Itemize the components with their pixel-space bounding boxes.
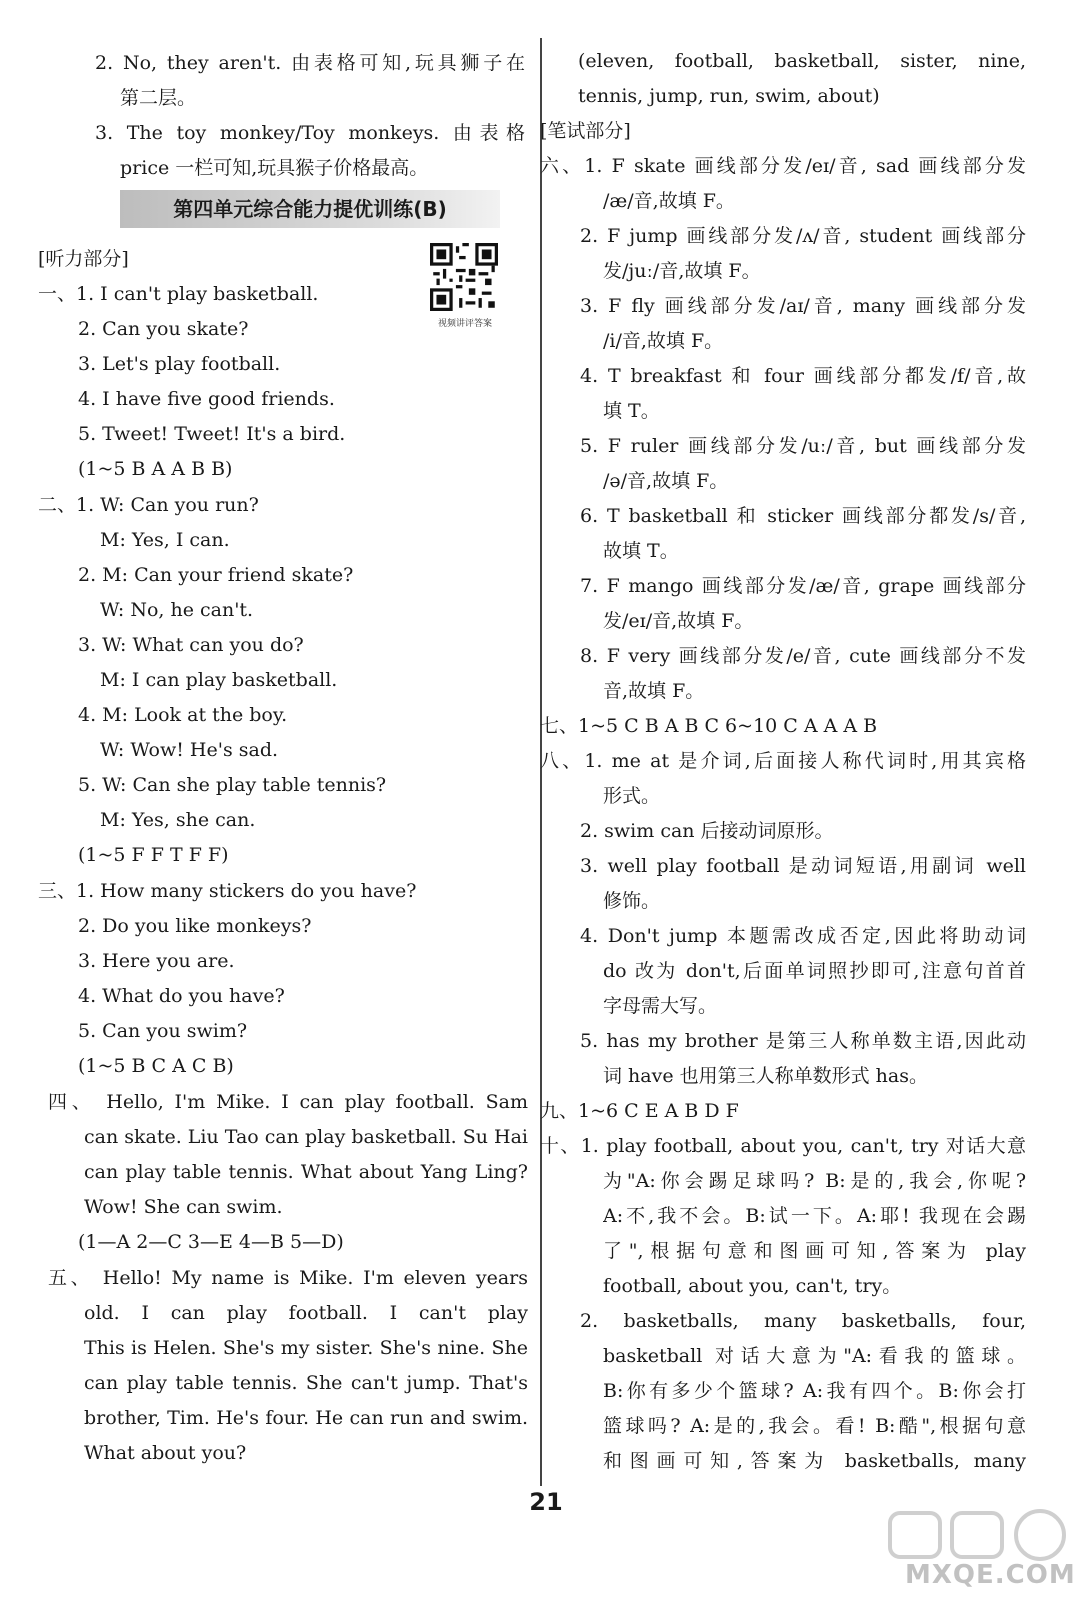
left-text-line: This is Helen. She's my sister. She's nine. She bbox=[84, 1337, 528, 1359]
right-text-line: 4. Don't jump 本题需改成否定,因此将助动词 bbox=[580, 925, 1026, 947]
qr-caption: 视频讲评答案 bbox=[437, 319, 492, 329]
right-text-line: 和图画可知,答案为 basketballs, many bbox=[603, 1450, 1026, 1472]
left-text-line: 3. The toy monkey/Toy monkeys. 由表格 bbox=[95, 122, 525, 144]
left-text-line: 3. W: What can you do? bbox=[78, 634, 304, 656]
right-text-line: 2. basketballs, many basketballs, four, bbox=[580, 1310, 1026, 1332]
left-text-line: price 一栏可知,玩具猴子价格最高。 bbox=[120, 157, 429, 179]
right-text-line: 7. F mango 画线部分发/æ/音, grape 画线部分 bbox=[580, 575, 1026, 597]
left-text-line: 5. Can you swim? bbox=[78, 1020, 248, 1042]
right-text-line: do 改为 don't,后面单词照抄即可,注意句首首 bbox=[603, 960, 1026, 982]
right-text-line: 5. F ruler 画线部分发/uː/音, but 画线部分发 bbox=[580, 435, 1026, 457]
left-text-line: can skate. Liu Tao can play basketball. Su Hai bbox=[84, 1126, 528, 1148]
right-text-line: B:你有多少个篮球? A:我有四个。B:你会打 bbox=[603, 1380, 1026, 1402]
right-text-line: basketball 对话大意为"A:看我的篮球。 bbox=[603, 1345, 1026, 1367]
left-text-line: 2. No, they aren't. 由表格可知,玩具狮子在 bbox=[95, 52, 525, 74]
right-text-line: 填 T。 bbox=[603, 400, 660, 422]
left-text-line: can play table tennis. What about Yang Ling? bbox=[84, 1161, 528, 1183]
left-text-line: W: No, he can't. bbox=[100, 599, 254, 621]
right-text-line: 了",根据句意和图画可知,答案为 play bbox=[603, 1240, 1026, 1262]
left-text-line: brother, Tim. He's four. He can run and swim. bbox=[84, 1407, 528, 1429]
right-text-line: 修饰。 bbox=[603, 890, 661, 912]
right-text-line: 8. F very 画线部分发/e/音, cute 画线部分不发 bbox=[580, 645, 1026, 667]
right-text-line: A:不,我不会。B:试一下。A:耶! 我现在会踢 bbox=[603, 1205, 1026, 1227]
left-text-line: M: Yes, I can. bbox=[100, 529, 230, 551]
left-text-line: 第二层。 bbox=[120, 87, 197, 109]
watermark-site: MXQE.COM bbox=[905, 1560, 1076, 1590]
right-text-line: 词 have 也用第三人称单数形式 has。 bbox=[603, 1065, 928, 1087]
right-text-line: 2. F jump 画线部分发/ʌ/音, student 画线部分 bbox=[580, 225, 1026, 247]
right-text-line: 6. T basketball 和 sticker 画线部分都发/s/音, bbox=[580, 505, 1026, 527]
left-text-line: 一、1. I can't play basketball. bbox=[38, 283, 319, 305]
left-text-line: 4. M: Look at the boy. bbox=[78, 704, 288, 726]
right-text-line: /i/音,故填 F。 bbox=[603, 330, 724, 352]
right-text-line: 3. F fly 画线部分发/aɪ/音, many 画线部分发 bbox=[580, 295, 1026, 317]
right-text-line: 篮球吗? A:是的,我会。看! B:酷",根据句意 bbox=[603, 1415, 1026, 1437]
right-text-line: 七、1~5 C B A B C 6~10 C A A A B bbox=[540, 715, 878, 737]
right-text-line: 故填 T。 bbox=[603, 540, 679, 562]
left-text-line: 五、 Hello! My name is Mike. I'm eleven years bbox=[48, 1267, 528, 1289]
right-text-line: 3. well play football 是动词短语,用副词 well bbox=[580, 855, 1026, 877]
section-title: 第四单元综合能力提优训练(B) bbox=[120, 190, 500, 228]
right-text-line: 发/juː/音,故填 F。 bbox=[603, 260, 761, 282]
left-text-line: (1~5 B A A B B) bbox=[78, 458, 233, 480]
left-text-line: 2. Do you like monkeys? bbox=[78, 915, 312, 937]
right-text-line: 为"A:你会踢足球吗? B:是的,我会,你呢? bbox=[603, 1170, 1026, 1192]
page-number: 21 bbox=[529, 1488, 563, 1516]
right-text-line: 音,故填 F。 bbox=[603, 680, 705, 702]
left-text-line: 5. W: Can she play table tennis? bbox=[78, 774, 387, 796]
left-text-line: 3. Here you are. bbox=[78, 950, 235, 972]
left-text-line: 四、 Hello, I'm Mike. I can play football. Sam bbox=[48, 1091, 528, 1113]
right-text-line: tennis, jump, run, swim, about) bbox=[578, 85, 880, 107]
left-text-line: 5. Tweet! Tweet! It's a bird. bbox=[78, 423, 346, 445]
left-text-line: 三、1. How many stickers do you have? bbox=[38, 880, 417, 902]
right-text-line: /ə/音,故填 F。 bbox=[603, 470, 729, 492]
left-text-line: 4. What do you have? bbox=[78, 985, 285, 1007]
left-text-line: [听力部分] bbox=[38, 248, 129, 270]
left-text-line: M: I can play basketball. bbox=[100, 669, 338, 691]
left-text-line: W: Wow! He's sad. bbox=[100, 739, 279, 761]
left-text-line: can play table tennis. She can't jump. That's bbox=[84, 1372, 528, 1394]
right-text-line: /æ/音,故填 F。 bbox=[603, 190, 735, 212]
right-text-line: 十、1. play football, about you, can't, try 对话大意 bbox=[540, 1135, 1026, 1157]
left-text-line: 二、1. W: Can you run? bbox=[38, 494, 259, 516]
left-text-line: 2. Can you skate? bbox=[78, 318, 249, 340]
right-text-line: 4. T breakfast 和 four 画线部分都发/f/音,故 bbox=[580, 365, 1026, 387]
left-text-line: M: Yes, she can. bbox=[100, 809, 256, 831]
right-text-line: 八、1. me at 是介词,后面接人称代词时,用其宾格 bbox=[540, 750, 1026, 772]
left-text-line: What about you? bbox=[84, 1442, 247, 1464]
right-text-line: 发/eɪ/音,故填 F。 bbox=[603, 610, 754, 632]
left-text-line: Wow! She can swim. bbox=[84, 1196, 283, 1218]
left-text-line: (1—A 2—C 3—E 4—B 5—D) bbox=[78, 1231, 344, 1253]
right-text-line: 六、1. F skate 画线部分发/eɪ/音, sad 画线部分发 bbox=[540, 155, 1026, 177]
left-text-line: old. I can play football. I can't play bbox=[84, 1302, 528, 1324]
left-text-line: (1~5 B C A C B) bbox=[78, 1055, 234, 1077]
qr-code-icon bbox=[430, 243, 498, 311]
left-text-line: 2. M: Can your friend skate? bbox=[78, 564, 354, 586]
right-text-line: [笔试部分] bbox=[540, 120, 631, 142]
left-text-line: 4. I have five good friends. bbox=[78, 388, 335, 410]
right-text-line: 字母需大写。 bbox=[603, 995, 718, 1017]
left-text-line: (1~5 F F T F F) bbox=[78, 844, 229, 866]
right-text-line: 2. swim can 后接动词原形。 bbox=[580, 820, 834, 842]
right-text-line: 形式。 bbox=[603, 785, 661, 807]
right-text-line: (eleven, football, basketball, sister, nine, bbox=[578, 50, 1026, 72]
right-text-line: football, about you, can't, try。 bbox=[603, 1275, 902, 1297]
right-text-line: 5. has my brother 是第三人称单数主语,因此动 bbox=[580, 1030, 1026, 1052]
right-text-line: 九、1~6 C E A B D F bbox=[540, 1100, 739, 1122]
left-text-line: 3. Let's play football. bbox=[78, 353, 281, 375]
